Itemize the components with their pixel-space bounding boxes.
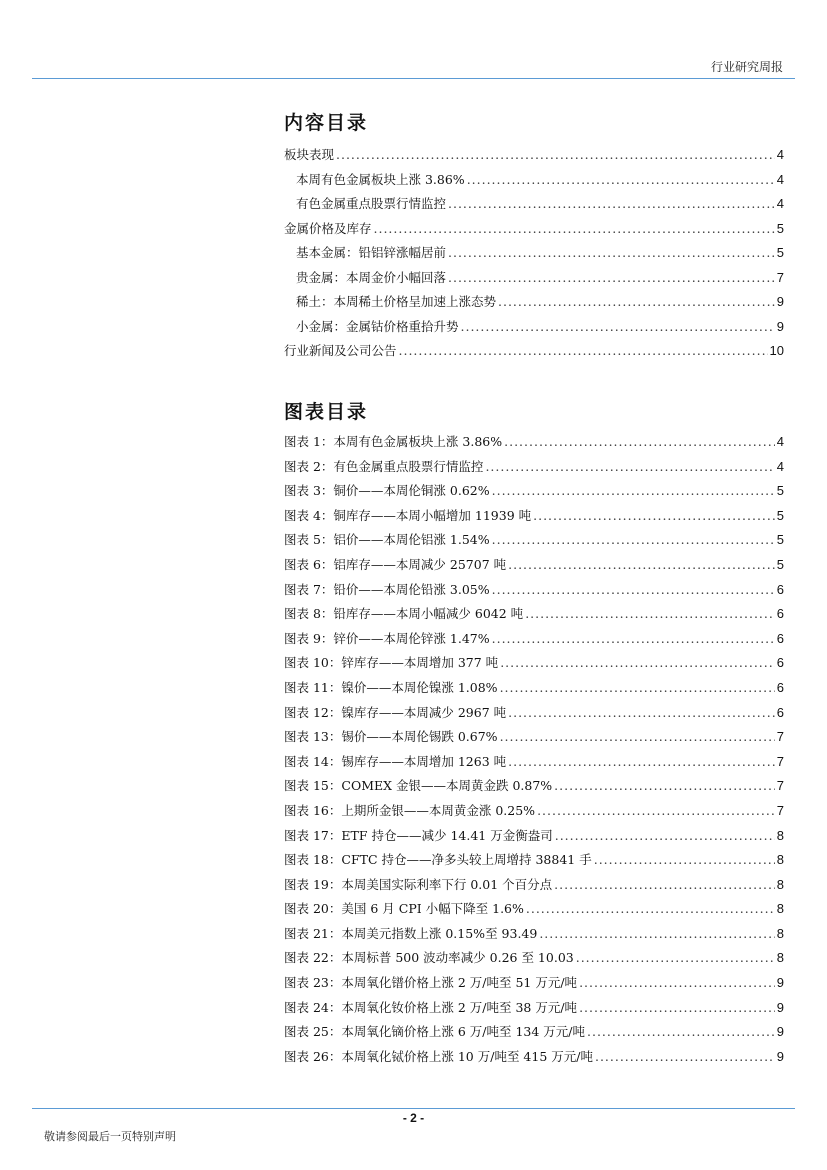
toc-entry[interactable]: [284, 430, 784, 455]
header-divider: [32, 78, 795, 79]
toc-entry[interactable]: [284, 1020, 784, 1045]
toc-leader-dots: [576, 946, 775, 971]
toc-leader-dots: [533, 504, 775, 529]
toc-entry-label[interactable]: 基本金属：铅铝锌涨幅居前: [296, 245, 447, 260]
toc-leader-dots: [594, 848, 775, 873]
toc-entry[interactable]: [284, 996, 784, 1021]
toc-entry-label[interactable]: 本周有色金属板块上涨 3.86%: [296, 171, 465, 187]
toc-entry-label[interactable]: 图表 17：ETF 持仓——减少 14.41 万金衡盎司: [284, 827, 553, 843]
toc-leader-dots: [399, 339, 768, 364]
toc-entry[interactable]: [284, 504, 784, 529]
toc-leader-dots: [500, 676, 775, 701]
toc-entry[interactable]: [284, 217, 784, 242]
toc-entry-page-number[interactable]: 9: [776, 1048, 784, 1064]
toc-entry-label[interactable]: 图表 19：本周美国实际利率下行 0.01 个百分点: [284, 876, 553, 892]
toc-entry-label[interactable]: 图表 24：本周氧化钕价格上涨 2 万/吨至 38 万元/吨: [284, 999, 578, 1015]
toc-entry[interactable]: [284, 315, 784, 340]
toc-entry-label[interactable]: 图表 2：有色金属重点股票行情监控: [284, 458, 484, 474]
toc-entry-page-number[interactable]: 6: [776, 606, 784, 622]
toc-entry[interactable]: [284, 143, 784, 168]
toc-entry[interactable]: [284, 701, 784, 726]
toc-entry-page-number[interactable]: 10: [769, 343, 784, 358]
toc-entry[interactable]: [284, 1045, 784, 1070]
toc-leader-dots: [492, 479, 775, 504]
toc-entry-label[interactable]: 图表 7：铅价——本周伦铅涨 3.05%: [284, 581, 490, 597]
toc-entry-page-number[interactable]: 7: [776, 269, 784, 285]
toc-leader-dots: [539, 922, 774, 947]
toc-entry-page-number[interactable]: 7: [776, 778, 784, 794]
toc-entry-label[interactable]: 图表 10：锌库存——本周增加 377 吨: [284, 655, 499, 671]
contents-title: 内容目录: [284, 112, 369, 134]
toc-entry[interactable]: [284, 848, 784, 873]
toc-entry-label[interactable]: 有色金属重点股票行情监控: [296, 196, 447, 211]
toc-entry-label[interactable]: 图表 9：锌价——本周伦锌涨 1.47%: [284, 630, 490, 646]
toc-leader-dots: [508, 750, 775, 775]
toc-entry-page-number[interactable]: 8: [776, 827, 784, 843]
toc-entry-label[interactable]: 图表 11：镍价——本周伦镍涨 1.08%: [284, 679, 498, 695]
toc-leader-dots: [448, 241, 775, 266]
toc-entry[interactable]: [284, 266, 784, 291]
toc-entry[interactable]: [284, 725, 784, 750]
toc-entry-page-number[interactable]: 5: [776, 532, 784, 548]
toc-entry[interactable]: [284, 799, 784, 824]
toc-entry-page-number[interactable]: 9: [776, 1024, 784, 1040]
toc-entry-label[interactable]: 图表 14：锡库存——本周增加 1263 吨: [284, 753, 507, 769]
toc-entry-page-number[interactable]: 9: [776, 975, 784, 991]
footer-divider: [32, 1108, 795, 1109]
toc-leader-dots: [461, 315, 775, 340]
toc-entry[interactable]: [284, 873, 784, 898]
toc-entry-label[interactable]: 图表 13：锡价——本周伦锡跌 0.67%: [284, 729, 498, 745]
toc-entry[interactable]: [284, 578, 784, 603]
toc-leader-dots: [374, 217, 775, 242]
toc-entry-page-number[interactable]: 4: [776, 434, 784, 449]
toc-entry-page-number[interactable]: 7: [776, 802, 784, 818]
toc-entry[interactable]: [284, 602, 784, 627]
toc-entry-page-number[interactable]: 5: [776, 507, 784, 523]
toc-leader-dots: [500, 725, 775, 750]
toc-entry-page-number[interactable]: 8: [776, 950, 784, 966]
figures-title: 图表目录: [284, 401, 369, 423]
toc-entry-label[interactable]: 图表 3：铜价——本周伦铜涨 0.62%: [284, 483, 490, 499]
toc-leader-dots: [492, 578, 775, 603]
toc-entry[interactable]: [284, 627, 784, 652]
toc-entry-page-number[interactable]: 6: [776, 679, 784, 695]
toc-entry[interactable]: [284, 528, 784, 553]
toc-leader-dots: [587, 1020, 775, 1045]
toc-entry-label[interactable]: 图表 26：本周氧化铽价格上涨 10 万/吨至 415 万元/吨: [284, 1048, 593, 1064]
toc-leader-dots: [448, 266, 775, 291]
toc-entry[interactable]: [284, 922, 784, 947]
toc-entry-page-number[interactable]: 6: [776, 655, 784, 671]
toc-entry-page-number[interactable]: 9: [776, 318, 784, 334]
toc-entry[interactable]: [284, 774, 784, 799]
toc-entry-label[interactable]: 图表 23：本周氧化镨价格上涨 2 万/吨至 51 万元/吨: [284, 975, 578, 991]
toc-entry[interactable]: [284, 750, 784, 775]
toc-leader-dots: [579, 996, 775, 1021]
toc-entry-page-number[interactable]: 5: [776, 220, 784, 236]
toc-leader-dots: [485, 455, 774, 480]
toc-entry-page-number[interactable]: 8: [776, 852, 784, 868]
toc-leader-dots: [448, 192, 775, 217]
toc-entry-page-number[interactable]: 4: [776, 196, 784, 211]
toc-entry-page-number[interactable]: 4: [776, 458, 784, 474]
toc-entry[interactable]: [284, 339, 784, 364]
toc-entry-label[interactable]: 行业新闻及公司公告: [284, 343, 397, 358]
toc-entry-page-number[interactable]: 4: [776, 147, 784, 162]
toc-entry[interactable]: [284, 676, 784, 701]
toc-entry-label[interactable]: 图表 18：CFTC 持仓——净多头较上周增持 38841 手: [284, 852, 592, 868]
toc-leader-dots: [492, 627, 775, 652]
toc-entry-label[interactable]: 图表 21：本周美元指数上涨 0.15%至 93.49: [284, 925, 538, 941]
toc-entry-page-number[interactable]: 7: [776, 753, 784, 769]
toc-entry-page-number[interactable]: 6: [776, 581, 784, 597]
toc-entry-label[interactable]: 图表 15：COMEX 金银——本周黄金跌 0.87%: [284, 778, 553, 794]
toc-leader-dots: [555, 824, 775, 849]
toc-leader-dots: [537, 799, 775, 824]
toc-entry-label[interactable]: 贵金属：本周金价小幅回落: [296, 269, 447, 285]
toc-leader-dots: [498, 290, 775, 315]
toc-entry[interactable]: [284, 168, 784, 193]
toc-leader-dots: [525, 602, 775, 627]
toc-entry-label[interactable]: 稀土：本周稀土价格呈加速上涨态势: [296, 294, 497, 309]
toc-entry-page-number[interactable]: 8: [776, 876, 784, 892]
toc-leader-dots: [500, 651, 775, 676]
toc-leader-dots: [504, 430, 775, 455]
toc-entry[interactable]: [284, 651, 784, 676]
toc-leader-dots: [595, 1045, 775, 1070]
toc-entry-label[interactable]: 图表 22：本周标普 500 波动率减少 0.26 至 10.03: [284, 950, 574, 966]
toc-entry-label[interactable]: 图表 4：铜库存——本周小幅增加 11939 吨: [284, 507, 532, 523]
page-number: - 2 -: [402, 1111, 425, 1125]
figures-list: [284, 430, 784, 1069]
toc-entry[interactable]: [284, 241, 784, 266]
toc-entry-label[interactable]: 金属价格及库存: [284, 220, 372, 236]
toc-entry-label[interactable]: 小金属：金属钴价格重拾升势: [296, 318, 459, 334]
toc-entry[interactable]: [284, 455, 784, 480]
toc-leader-dots: [508, 553, 775, 578]
toc-entry[interactable]: [284, 946, 784, 971]
toc-entry-page-number[interactable]: 4: [776, 171, 784, 187]
toc-entry[interactable]: [284, 290, 784, 315]
toc-entry-page-number[interactable]: 5: [776, 245, 784, 260]
toc-entry-label[interactable]: 图表 20：美国 6 月 CPI 小幅下降至 1.6%: [284, 901, 524, 917]
toc-leader-dots: [554, 774, 775, 799]
toc-leader-dots: [554, 873, 775, 898]
toc-entry[interactable]: [284, 897, 784, 922]
toc-entry-page-number[interactable]: 7: [776, 729, 784, 745]
toc-entry-label[interactable]: 图表 12：镍库存——本周减少 2967 吨: [284, 704, 507, 720]
toc-leader-dots: [467, 168, 775, 193]
toc-entry-page-number[interactable]: 6: [776, 704, 784, 720]
toc-entry-page-number[interactable]: 5: [776, 483, 784, 499]
toc-entry-page-number[interactable]: 5: [776, 556, 784, 572]
toc-leader-dots: [336, 143, 775, 168]
toc-entry[interactable]: [284, 824, 784, 849]
toc-entry-label[interactable]: 图表 16：上期所金银——本周黄金涨 0.25%: [284, 802, 536, 818]
toc-leader-dots: [526, 897, 775, 922]
contents-list: [284, 143, 784, 364]
toc-entry-page-number[interactable]: 9: [776, 999, 784, 1015]
toc-entry-label[interactable]: 图表 25：本周氧化镝价格上涨 6 万/吨至 134 万元/吨: [284, 1024, 586, 1040]
toc-entry-page-number[interactable]: 9: [776, 294, 784, 309]
toc-entry[interactable]: [284, 553, 784, 578]
toc-entry-page-number[interactable]: 6: [776, 630, 784, 646]
toc-entry[interactable]: [284, 971, 784, 996]
toc-entry[interactable]: [284, 192, 784, 217]
footer-disclaimer: 敬请参阅最后一页特别声明: [44, 1130, 176, 1143]
toc-entry-label[interactable]: 图表 6：铝库存——本周减少 25707 吨: [284, 556, 507, 572]
toc-entry-page-number[interactable]: 8: [776, 925, 784, 941]
toc-entry[interactable]: [284, 479, 784, 504]
toc-entry-page-number[interactable]: 8: [776, 901, 784, 917]
toc-leader-dots: [492, 528, 775, 553]
toc-leader-dots: [579, 971, 775, 996]
toc-entry-label[interactable]: 图表 1：本周有色金属板块上涨 3.86%: [284, 434, 503, 449]
header-report-type: 行业研究周报: [710, 60, 783, 74]
toc-entry-label[interactable]: 图表 5：铝价——本周伦铝涨 1.54%: [284, 532, 490, 548]
toc-entry-label[interactable]: 板块表现: [284, 147, 335, 162]
toc-entry-label[interactable]: 图表 8：铅库存——本周小幅减少 6042 吨: [284, 606, 524, 622]
toc-leader-dots: [508, 701, 775, 726]
